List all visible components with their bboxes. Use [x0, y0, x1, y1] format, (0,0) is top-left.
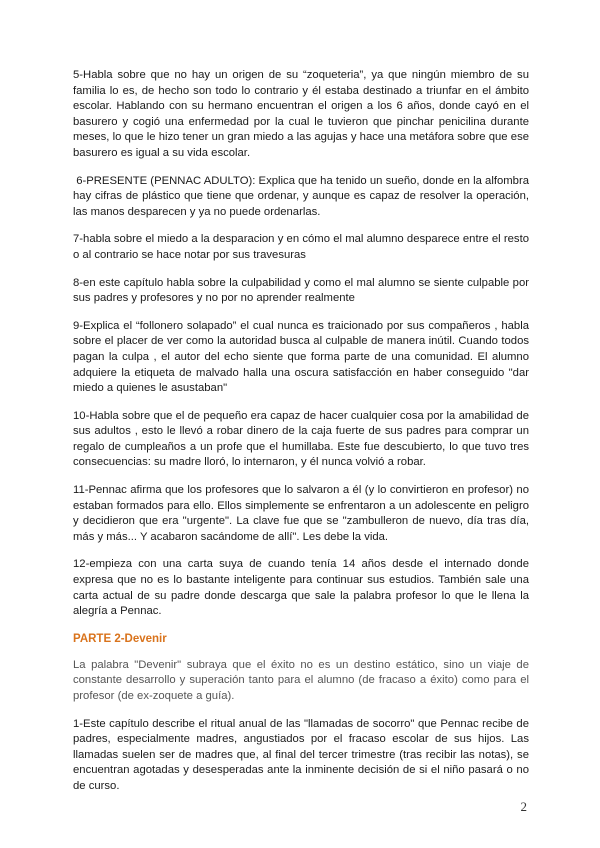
paragraph-chapter-5: 5-Habla sobre que no hay un origen de su “zoqueteria”, ya que ningún miembro de su familia lo es, de hecho son todo lo contrario y él estaba destinado a triunfar en el ámbito escolar. Hablando con su hermano encuentran el origen a los 6 años, donde cayó en el basurero y cogió una enfermedad por la cual le tuvieron que pinchar penicilina durante meses, lo que le hizo tener un gran miedo a las agujas y hace una metáfora sobre que ese basurero es igual a su vida escolar. [73, 69, 529, 159]
page-number: 2 [520, 799, 527, 814]
paragraph-chapter-7: 7-habla sobre el miedo a la desparacion y en cómo el mal alumno desparece entre el resto o al contrario se hace notar por sus travesuras [73, 233, 529, 261]
section-heading-part-2: PARTE 2-Devenir [73, 632, 167, 645]
paragraph-part2-intro: La palabra "Devenir" subraya que el éxito no es un destino estático, sino un viaje de constante desarrollo y superación tanto para el alumno (de fracaso a éxito) como para el profesor (de ex-zoquete a guía). [73, 658, 529, 702]
paragraph-chapter-10: 10-Habla sobre que el de pequeño era capaz de hacer cualquier cosa por la amabilidad de sus adultos , esto le llevó a robar dinero de la caja fuerte de sus padres para comprar un regalo de cumpleaños a un profe que el humillaba. Este fue descubierto, lo que tuvo tres consecuencias: su madre lloró, lo internaron, y él nunca volvió a robar. [73, 409, 529, 469]
paragraph-part2-chapter-1: 1-Este capítulo describe el ritual anual de las "llamadas de socorro" que Pennac recibe de padres, especialmente madres, angustiados por el fracaso escolar de sus hijos. Las llamadas suelen ser de madres que, al final del tercer trimestre (tras recibir las notas), se encuentran agotadas y desesperadas ante la inminente decisión de si el niño pasará o no de curso. [73, 717, 529, 792]
paragraph-chapter-12: 12-empieza con una carta suya de cuando tenía 14 años desde el internado donde expresa que no es lo bastante inteligente para continuar sus estudios. También sale una carta actual de su padre donde descarga que sale la palabra profesor lo que le llena la alegría a Pennac. [73, 558, 529, 618]
document-body [73, 68, 533, 807]
paragraph-chapter-11: 11-Pennac afirma que los profesores que lo salvaron a él (y lo convirtieron en profesor) no estaban formados para ello. Ellos simplemente se enfrentaron a un adolescente en peligro y decidieron que era "urgente". La clave fue que se "zambulleron de nuevo, día tras día, más y más... Y acabaron sacándome de allí". Les debe la vida. [73, 484, 529, 543]
paragraph-chapter-6: 6-PRESENTE (PENNAC ADULTO): Explica que ha tenido un sueño, donde en la alfombra hay cifras de plástico que tiene que ordenar, y aunque es capaz de resolver la operación, las manos desparecen y ya no puede ordenarlas. [73, 174, 533, 218]
paragraph-chapter-9: 9-Explica el “follonero solapado” el cual nunca es traicionado por sus compañeros , habla sobre el placer de ver como la autoridad busca al culpable de manera inútil. Cuando todos pagan la culpa , el autor del echo siente que forma parte de una comunidad. El alumno adquiere la etiqueta de malvado halla una oscura satisfacción en haber conseguido "dar miedo a quienes le asustaban" [73, 319, 529, 395]
paragraph-chapter-8: 8-en este capítulo habla sobre la culpabilidad y como el mal alumno se siente culpable por sus padres y profesores y no por no aprender realmente [73, 276, 529, 305]
